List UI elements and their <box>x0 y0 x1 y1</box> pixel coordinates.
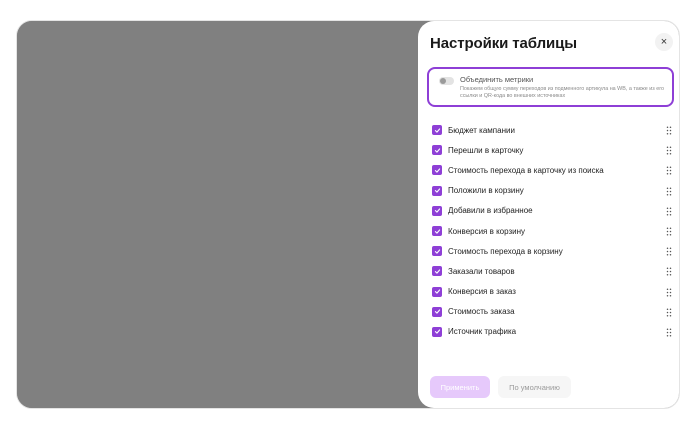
merge-metrics-description: Покажем общую сумму переходов из подменного артикула на WB, а также из его ссылки и QR-кода во внешних источниках <box>460 86 665 99</box>
metric-label: Конверсия в заказ <box>448 287 516 297</box>
metric-item <box>432 322 672 342</box>
panel-title: Настройки таблицы <box>430 35 577 52</box>
default-button[interactable]: По умолчанию <box>498 376 571 398</box>
check-icon <box>434 167 441 174</box>
drag-handle-icon[interactable] <box>666 247 672 256</box>
check-icon <box>434 147 441 154</box>
metric-checkbox[interactable] <box>432 206 442 216</box>
metric-label: Добавили в избранное <box>448 206 533 216</box>
drag-handle-icon[interactable] <box>666 328 672 337</box>
drag-handle-icon[interactable] <box>666 227 672 236</box>
toggle-knob <box>440 78 446 84</box>
check-icon <box>434 187 441 194</box>
check-icon <box>434 127 441 134</box>
metric-item <box>432 181 672 201</box>
merge-metrics-toggle[interactable] <box>439 77 454 85</box>
drag-handle-icon[interactable] <box>666 146 672 155</box>
check-icon <box>434 328 441 335</box>
metric-item <box>432 241 672 261</box>
metric-label: Конверсия в корзину <box>448 226 526 236</box>
metric-checkbox[interactable] <box>432 186 442 196</box>
drag-handle-icon[interactable] <box>666 288 672 297</box>
check-icon <box>434 228 441 235</box>
check-icon <box>434 308 441 315</box>
metric-label: Стоимость перехода в карточку из поиска <box>448 165 604 175</box>
drag-handle-icon[interactable] <box>666 126 672 135</box>
drag-handle-icon[interactable] <box>666 166 672 175</box>
check-icon <box>434 207 441 214</box>
metric-item <box>432 221 672 241</box>
metric-label: Заказали товаров <box>448 266 515 276</box>
metric-checkbox[interactable] <box>432 226 442 236</box>
table-settings-panel <box>418 21 680 408</box>
metric-item <box>432 282 672 302</box>
merge-metrics-option <box>427 67 674 107</box>
drag-handle-icon[interactable] <box>666 187 672 196</box>
metric-label: Стоимость заказа <box>448 307 515 317</box>
metric-checkbox[interactable] <box>432 165 442 175</box>
app-window <box>16 20 680 409</box>
metric-checkbox[interactable] <box>432 307 442 317</box>
check-icon <box>434 288 441 295</box>
metric-label: Положили в корзину <box>448 186 524 196</box>
metric-checkbox[interactable] <box>432 125 442 135</box>
metric-label: Перешли в карточку <box>448 145 524 155</box>
metric-checkbox[interactable] <box>432 287 442 297</box>
metric-item <box>432 201 672 221</box>
drag-handle-icon[interactable] <box>666 207 672 216</box>
modal-backdrop[interactable] <box>17 21 418 408</box>
metric-label: Бюджет кампании <box>448 125 515 135</box>
drag-handle-icon[interactable] <box>666 308 672 317</box>
drag-handle-icon[interactable] <box>666 267 672 276</box>
metric-checkbox[interactable] <box>432 145 442 155</box>
metric-item <box>432 120 672 140</box>
metric-checkbox[interactable] <box>432 266 442 276</box>
check-icon <box>434 248 441 255</box>
metric-item <box>432 140 672 160</box>
metric-label: Стоимость перехода в корзину <box>448 246 563 256</box>
close-button[interactable] <box>655 33 673 51</box>
metric-checkbox[interactable] <box>432 327 442 337</box>
metric-checkbox[interactable] <box>432 246 442 256</box>
metrics-list <box>432 120 672 342</box>
check-icon <box>434 268 441 275</box>
metric-item <box>432 302 672 322</box>
metric-item <box>432 261 672 281</box>
metric-item <box>432 160 672 180</box>
merge-metrics-title: Объединить метрики <box>460 75 534 84</box>
metric-label: Источник трафика <box>448 327 517 337</box>
close-icon: × <box>660 35 668 48</box>
apply-button[interactable]: Применить <box>430 376 490 398</box>
